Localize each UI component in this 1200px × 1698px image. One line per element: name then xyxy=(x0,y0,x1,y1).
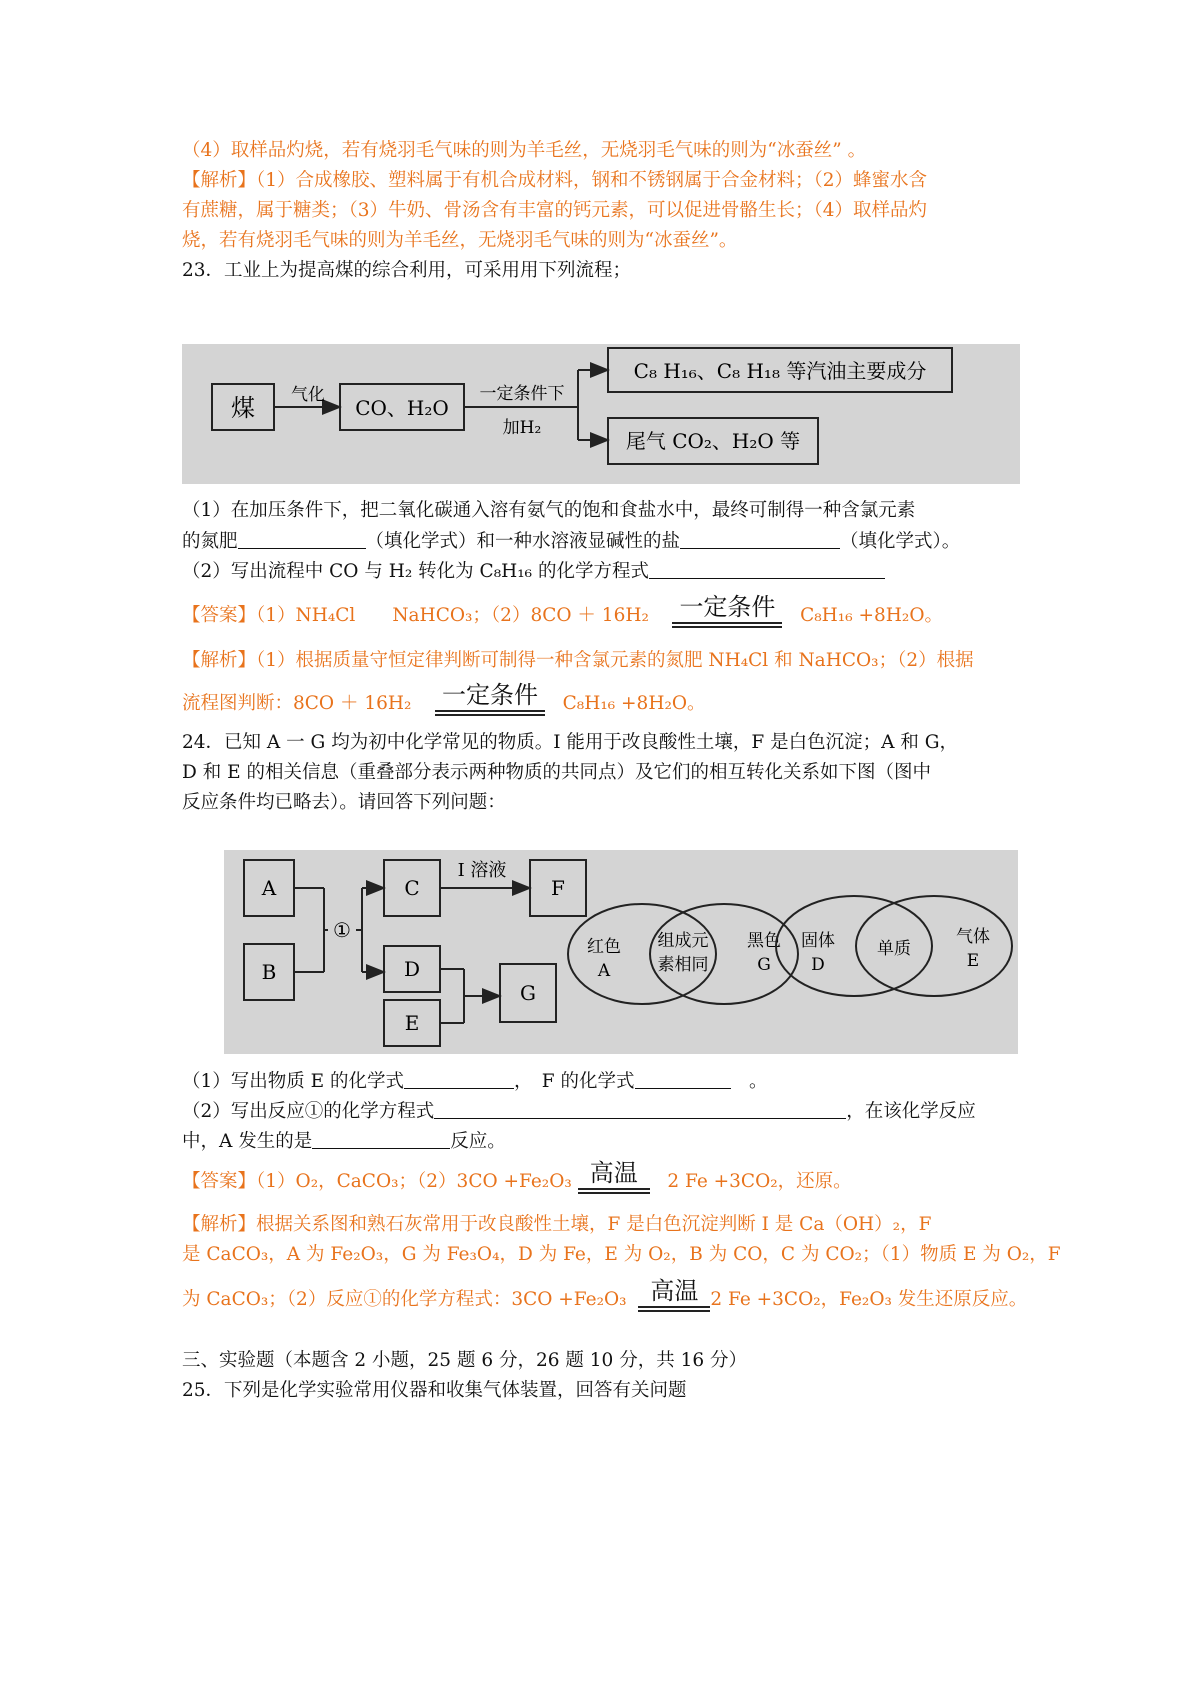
condition-label: 一定条件下 xyxy=(479,384,565,404)
co-h2o-label: CO、H₂O xyxy=(355,396,449,420)
q24-relation-diagram xyxy=(224,850,1018,1054)
answer-blank[interactable] xyxy=(312,1128,450,1149)
product1-label: C₈ H₁₆、C₈ H₁₈ 等汽油主要成分 xyxy=(633,359,927,383)
q24-sub1: （1）写出物质 E 的化学式 ， F 的化学式 。 xyxy=(182,1068,768,1095)
label-f: F xyxy=(551,876,565,900)
venn1-right-circle xyxy=(650,904,798,1004)
q24-stem-line3: 反应条件均已略去）。请回答下列问题： xyxy=(182,792,506,813)
venn2-solid-label: 固体 xyxy=(801,931,835,951)
label-e: E xyxy=(404,1011,420,1035)
q22-analysis-line2: 有蔗糖，属于糖类；（3）牛奶、骨汤含有丰富的钙元素，可以促进骨骼生长；（4）取样品灼 xyxy=(182,200,928,221)
answer-blank[interactable] xyxy=(238,528,366,549)
q23-flow-svg xyxy=(182,344,1020,484)
q23-sub1-line2: 的氮肥 （填化学式）和一种水溶液显碱性的盐 （填化学式）。 xyxy=(182,528,960,555)
analysis-tag: 【解析】 xyxy=(182,170,257,191)
q25-stem: 25．下列是化学实验常用仪器和收集气体装置，回答有关问题 xyxy=(182,1380,687,1401)
q24-sub2-line2: 中，A 发生的是 反应。 xyxy=(182,1128,506,1155)
venn2-common: 单质 xyxy=(877,939,911,959)
coal-label: 煤 xyxy=(231,394,255,422)
q22-analysis-line3: 烧，若有烧羽毛气味的则为羊毛丝，无烧羽毛气味的则为“冰蚕丝”。 xyxy=(182,230,738,251)
venn1-common-l2: 素相同 xyxy=(657,955,709,975)
label-d: D xyxy=(403,957,421,981)
product2-label: 尾气 CO₂、H₂O 等 xyxy=(625,429,801,453)
q24-answer: 【答案】（1）O₂，CaCO₃；（2）3CO +Fe₂O₃ 高温 2 Fe +3CO₂，还原。 xyxy=(182,1159,852,1192)
venn2-gas-label: 气体 xyxy=(956,927,990,947)
q24-stem-line1: 24．已知 A 一 G 均为初中化学常见的物质。I 能用于改良酸性土壤，F 是白色沉淀；A 和 G， xyxy=(182,732,959,753)
venn1-red-label: 红色 xyxy=(587,937,621,957)
q23-stem: 23．工业上为提高煤的综合利用，可采用用下列流程； xyxy=(182,260,632,281)
answer-blank[interactable] xyxy=(680,528,840,549)
q22-answer-line4: （4）取样品灼烧，若有烧羽毛气味的则为羊毛丝，无烧羽毛气味的则为“冰蚕丝” 。 xyxy=(182,140,867,161)
venn1-common-l1: 组成元 xyxy=(657,931,709,951)
q24-analysis-line3: 为 CaCO₃；（2）反应①的化学方程式：3CO +Fe₂O₃ 高温 2 Fe +3CO₂，Fe₂O₃ 发生还原反应。 xyxy=(182,1277,1028,1310)
venn1-black-letter: G xyxy=(757,955,771,975)
answer-blank[interactable] xyxy=(404,1068,514,1089)
condition-over-arrow: 一定条件 xyxy=(435,682,545,716)
label-a: A xyxy=(261,876,277,900)
label-g: G xyxy=(520,981,536,1005)
venn2-solid-letter: D xyxy=(811,955,825,975)
i-solution-label: I 溶液 xyxy=(457,860,507,881)
venn1-red-letter: A xyxy=(597,961,611,981)
q24-relation-svg xyxy=(224,850,1018,1054)
q24-analysis-line2: 是 CaCO₃，A 为 Fe₂O₃，G 为 Fe₃O₄，D 为 Fe，E 为 O₂，B 为 CO，C 为 CO₂；（1）物质 E 为 O₂，F xyxy=(182,1244,1061,1265)
condition-over-arrow: 高温 xyxy=(638,1278,710,1312)
label-b: B xyxy=(261,960,277,984)
q23-answer: 【答案】（1）NH₄Cl NaHCO₃；（2）8CO ＋ 16H₂ 一定条件 C₈H₁₆ +8H₂O。 xyxy=(182,593,943,626)
q24-stem-line2: D 和 E 的相关信息（重叠部分表示两种物质的共同点）及它们的相互转化关系如下图（图中 xyxy=(182,762,931,783)
q24-analysis-line1: 【解析】根据关系图和熟石灰常用于改良酸性土壤，F 是白色沉淀判断 I 是 Ca（OH）₂，F xyxy=(182,1214,932,1235)
condition-over-arrow: 高温 xyxy=(578,1160,650,1194)
q23-sub1-line1: （1）在加压条件下，把二氧化碳通入溶有氨气的饱和食盐水中，最终可制得一种含氯元素 xyxy=(182,500,916,521)
answer-blank[interactable] xyxy=(434,1098,846,1119)
q23-sub2: （2）写出流程中 CO 与 H₂ 转化为 C₈H₁₆ 的化学方程式 xyxy=(182,558,885,585)
answer-blank[interactable] xyxy=(649,558,885,579)
q23-analysis-line2: 流程图判断：8CO ＋ 16H₂ 一定条件 C₈H₁₆ +8H₂O。 xyxy=(182,681,706,714)
q23-flow-diagram xyxy=(182,344,1020,484)
q23-analysis-line1: 【解析】（1）根据质量守恒定律判断可制得一种含氯元素的氮肥 NH₄Cl 和 NaHCO₃；（2）根据 xyxy=(182,650,974,671)
section3-title: 三、实验题（本题含 2 小题，25 题 6 分，26 题 10 分，共 16 分） xyxy=(182,1350,748,1371)
venn1-black-label: 黑色 xyxy=(747,931,781,951)
reaction-1-label: ① xyxy=(333,918,351,942)
venn2-gas-letter: E xyxy=(966,951,980,971)
add-h2-label: 加H₂ xyxy=(502,418,542,438)
label-c: C xyxy=(404,876,420,900)
condition-over-arrow: 一定条件 xyxy=(672,594,782,628)
q24-sub2-line1: （2）写出反应①的化学方程式 ，在该化学反应 xyxy=(182,1098,976,1125)
q22-analysis-line1: 【解析】（1）合成橡胶、塑料属于有机合成材料，钢和不锈钢属于合金材料；（2）蜂蜜水含 xyxy=(182,170,928,191)
gasify-label: 气化 xyxy=(291,385,325,405)
answer-blank[interactable] xyxy=(635,1068,731,1089)
